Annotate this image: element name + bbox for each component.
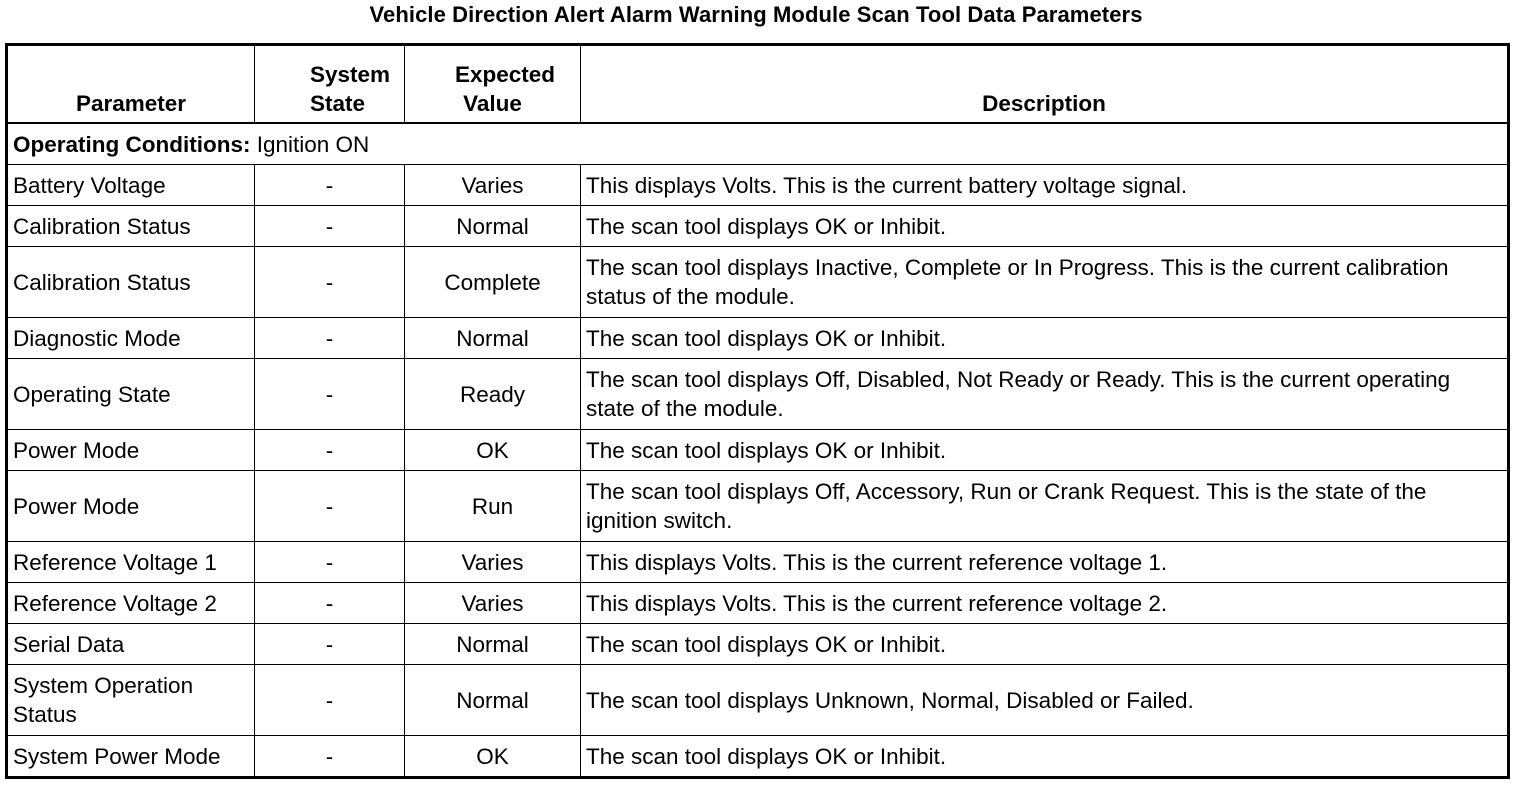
- table-header-row: [7, 45, 1509, 124]
- description-cell: This displays Volts. This is the current reference voltage 2.: [581, 583, 1509, 624]
- description-cell: The scan tool displays OK or Inhibit.: [581, 206, 1509, 247]
- system-state-cell: -: [255, 471, 405, 542]
- parameter-cell: Diagnostic Mode: [7, 318, 255, 359]
- table-row: [7, 206, 1509, 247]
- parameter-cell: Reference Voltage 2: [7, 583, 255, 624]
- parameter-cell: Calibration Status: [7, 247, 255, 318]
- page-title: Vehicle Direction Alert Alarm Warning Module Scan Tool Data Parameters: [369, 2, 1143, 27]
- system-state-cell: -: [255, 430, 405, 471]
- table-row: [7, 471, 1509, 542]
- description-cell: The scan tool displays Off, Accessory, Run or Crank Request. This is the state of the ignition switch.: [581, 471, 1509, 542]
- system-state-cell: -: [255, 247, 405, 318]
- operating-conditions-value: Ignition ON: [250, 131, 370, 157]
- expected-value-cell: Varies: [405, 542, 581, 583]
- table-row: [7, 624, 1509, 665]
- expected-value-cell: Ready: [405, 359, 581, 430]
- parameter-cell: Battery Voltage: [7, 165, 255, 206]
- expected-value-cell: Normal: [405, 665, 581, 736]
- table-row: [7, 583, 1509, 624]
- description-cell: This displays Volts. This is the current reference voltage 1.: [581, 542, 1509, 583]
- column-header-expected-value: Expected Value: [405, 45, 581, 124]
- expected-value-cell: Varies: [405, 583, 581, 624]
- system-state-cell: -: [255, 736, 405, 778]
- parameter-cell: Reference Voltage 1: [7, 542, 255, 583]
- table-row: [7, 165, 1509, 206]
- parameter-cell: Serial Data: [7, 624, 255, 665]
- expected-value-cell: OK: [405, 430, 581, 471]
- parameter-cell: System Power Mode: [7, 736, 255, 778]
- expected-value-cell: Normal: [405, 624, 581, 665]
- description-cell: The scan tool displays OK or Inhibit.: [581, 318, 1509, 359]
- description-cell: The scan tool displays Off, Disabled, Not Ready or Ready. This is the current operating state of the module.: [581, 359, 1509, 430]
- parameter-cell: Operating State: [7, 359, 255, 430]
- expected-value-cell: OK: [405, 736, 581, 778]
- system-state-cell: -: [255, 359, 405, 430]
- table-row: [7, 736, 1509, 778]
- expected-value-cell: Normal: [405, 206, 581, 247]
- table-row: [7, 359, 1509, 430]
- system-state-cell: -: [255, 206, 405, 247]
- description-cell: The scan tool displays Inactive, Complete or In Progress. This is the current calibration status of the module.: [581, 247, 1509, 318]
- table-row: [7, 542, 1509, 583]
- table-row: [7, 247, 1509, 318]
- description-cell: The scan tool displays Unknown, Normal, Disabled or Failed.: [581, 665, 1509, 736]
- column-header-parameter: Parameter: [7, 45, 255, 124]
- table-row: [7, 665, 1509, 736]
- description-cell: The scan tool displays OK or Inhibit.: [581, 430, 1509, 471]
- description-cell: The scan tool displays OK or Inhibit.: [581, 736, 1509, 778]
- system-state-cell: -: [255, 542, 405, 583]
- parameter-cell: System Operation Status: [7, 665, 255, 736]
- operating-conditions-cell: [7, 123, 1509, 165]
- parameter-cell: Power Mode: [7, 430, 255, 471]
- parameter-cell: Calibration Status: [7, 206, 255, 247]
- system-state-cell: -: [255, 665, 405, 736]
- operating-conditions-row: [7, 123, 1509, 165]
- expected-value-cell: Complete: [405, 247, 581, 318]
- system-state-cell: -: [255, 583, 405, 624]
- table-row: [7, 318, 1509, 359]
- system-state-cell: -: [255, 624, 405, 665]
- column-header-description: Description: [581, 45, 1509, 124]
- scan-tool-data-table: [5, 43, 1510, 779]
- expected-value-cell: Varies: [405, 165, 581, 206]
- table-row: [7, 430, 1509, 471]
- operating-conditions-label: Operating Conditions:: [13, 131, 251, 157]
- column-header-system-state: System State: [255, 45, 405, 124]
- expected-value-cell: Normal: [405, 318, 581, 359]
- description-cell: This displays Volts. This is the current battery voltage signal.: [581, 165, 1509, 206]
- system-state-cell: -: [255, 318, 405, 359]
- expected-value-cell: Run: [405, 471, 581, 542]
- system-state-cell: -: [255, 165, 405, 206]
- description-cell: The scan tool displays OK or Inhibit.: [581, 624, 1509, 665]
- parameter-cell: Power Mode: [7, 471, 255, 542]
